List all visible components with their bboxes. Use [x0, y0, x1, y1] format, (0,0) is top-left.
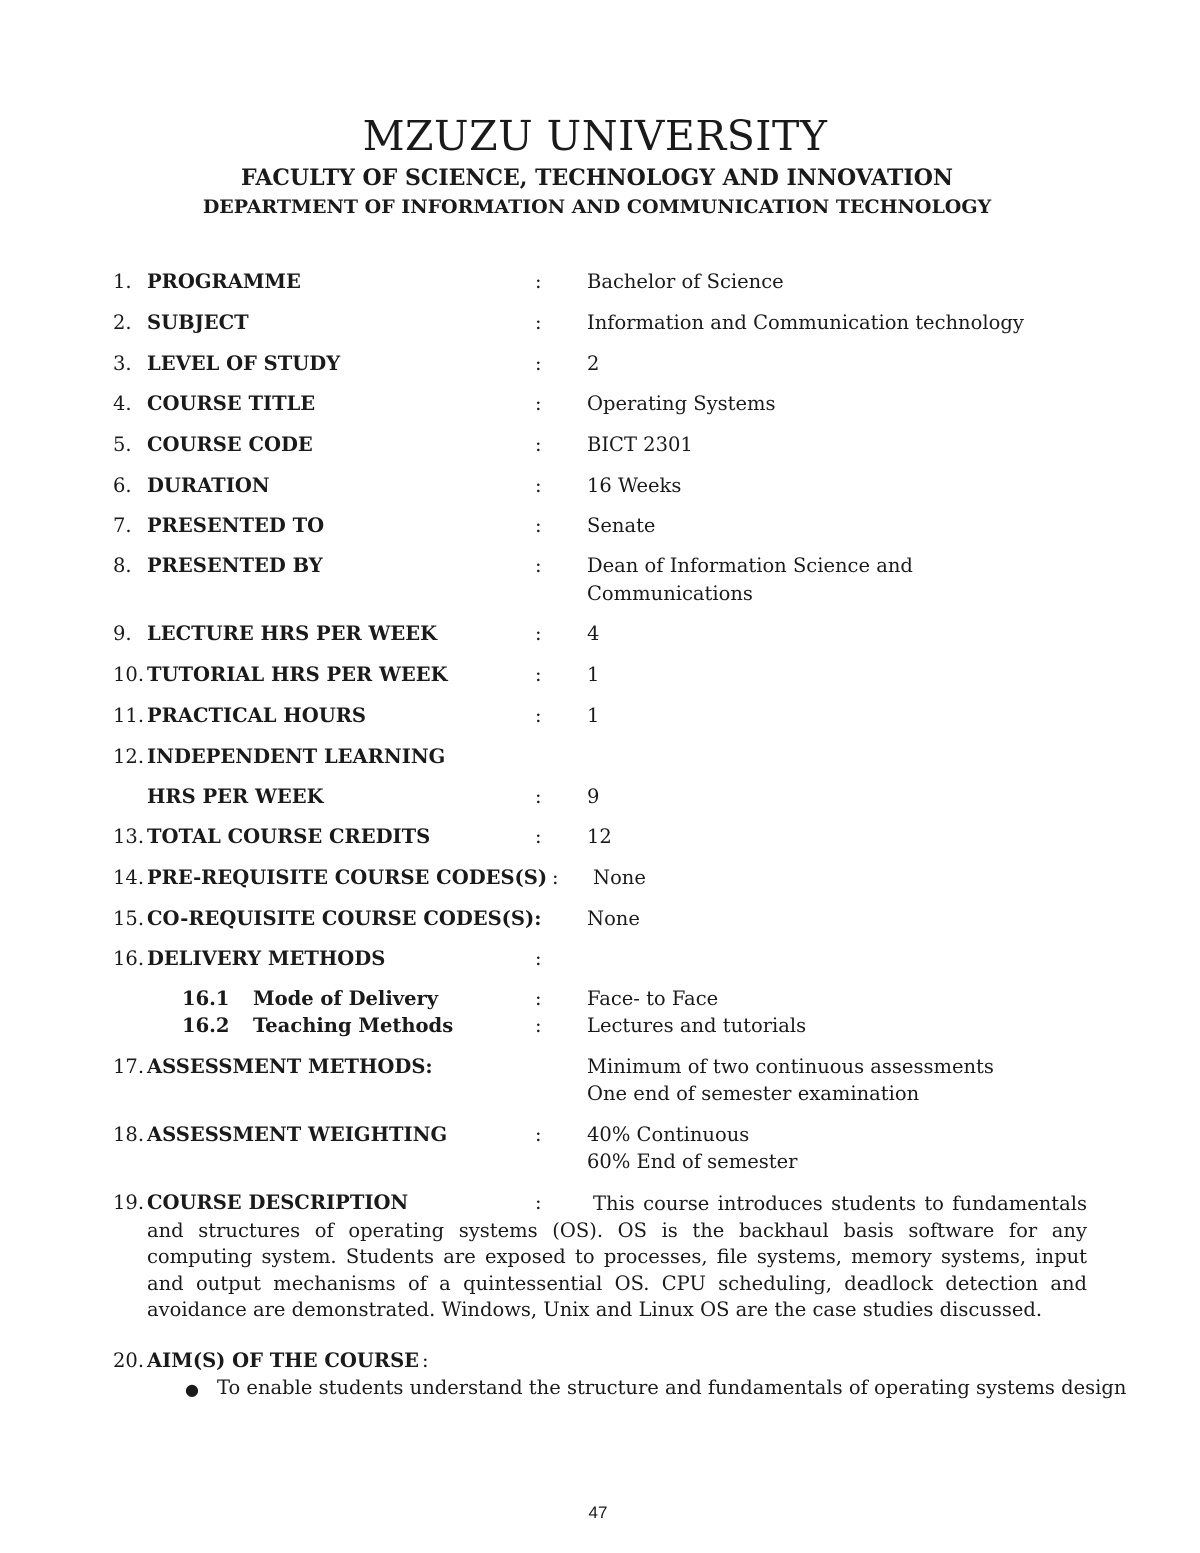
item-label: ASSESSMENT METHODS: [147, 1055, 433, 1078]
item-number: 15. [113, 907, 145, 930]
item-course-aims [0, 1349, 1200, 1379]
item-label: HRS PER WEEK [147, 785, 324, 808]
item-number: 19. [113, 1191, 145, 1214]
item-tutorial-hrs [0, 663, 1200, 693]
subitem-teaching-methods [0, 1014, 1200, 1044]
item-colon: : [422, 1349, 429, 1372]
item-colon: : [535, 704, 542, 727]
subitem-label: Mode of Delivery [253, 987, 439, 1010]
item-independent-learning-cont [0, 785, 1200, 815]
item-number: 7. [113, 514, 132, 537]
bullet-icon: ● [185, 1380, 199, 1399]
item-colon: : [535, 987, 542, 1010]
item-value: Operating Systems [587, 392, 776, 415]
item-colon: : [535, 1014, 542, 1037]
item-assessment-weighting-cont [0, 1150, 1200, 1180]
item-label: AIM(S) OF THE COURSE [147, 1349, 420, 1372]
item-label: COURSE DESCRIPTION [147, 1191, 409, 1214]
item-value: Senate [587, 514, 656, 537]
item-colon: : [535, 947, 542, 970]
item-label: PRESENTED TO [147, 514, 325, 537]
item-assessment-weighting [0, 1123, 1200, 1153]
item-value: Lectures and tutorials [587, 1014, 807, 1037]
aim-bullet-text: To enable students understand the structure and fundamentals of operating systems design [217, 1376, 1127, 1399]
item-colon: : [535, 392, 542, 415]
item-value: 2 [587, 352, 600, 375]
item-colon: : [535, 352, 542, 375]
item-assessment-methods [0, 1055, 1200, 1085]
item-value: None [593, 866, 646, 889]
item-number: 2. [113, 311, 132, 334]
item-label: TUTORIAL HRS PER WEEK [147, 663, 448, 686]
item-delivery-methods [0, 947, 1200, 977]
item-value: Dean of Information Science and [587, 554, 913, 577]
item-colon: : [535, 825, 542, 848]
item-number: 9. [113, 622, 132, 645]
item-label: TOTAL COURSE CREDITS [147, 825, 431, 848]
item-label: CO-REQUISITE COURSE CODES(S): [147, 907, 542, 930]
item-number: 6. [113, 474, 132, 497]
item-number: 17. [113, 1055, 145, 1078]
item-colon: : [535, 270, 542, 293]
item-number: 14. [113, 866, 145, 889]
subitem-number: 16.2 [182, 1014, 230, 1037]
subitem-mode-of-delivery [0, 987, 1200, 1017]
item-colon: : [535, 554, 542, 577]
item-value: Face- to Face [587, 987, 719, 1010]
item-value: One end of semester examination [587, 1082, 920, 1105]
subitem-number: 16.1 [182, 987, 230, 1010]
item-assessment-methods-cont [0, 1082, 1200, 1112]
item-value: 1 [587, 704, 600, 727]
item-value: 40% Continuous [587, 1123, 750, 1146]
item-value: None [587, 907, 640, 930]
item-colon: : [535, 663, 542, 686]
item-subject [0, 311, 1200, 341]
item-value: Minimum of two continuous assessments [587, 1055, 994, 1078]
item-label: DURATION [147, 474, 270, 497]
item-number: 10. [113, 663, 145, 686]
item-colon: : [535, 514, 542, 537]
item-colon: : [552, 866, 559, 889]
item-value: Communications [587, 582, 753, 605]
item-course-code [0, 433, 1200, 463]
item-presented-by [0, 554, 1200, 584]
item-corequisite [0, 907, 1200, 937]
item-colon: : [535, 1191, 542, 1214]
item-colon: : [535, 622, 542, 645]
item-presented-to [0, 514, 1200, 544]
item-number: 11. [113, 704, 145, 727]
item-label: PROGRAMME [147, 270, 301, 293]
item-value: 9 [587, 785, 600, 808]
item-colon: : [535, 1123, 542, 1146]
item-label: PRACTICAL HOURS [147, 704, 367, 727]
item-value: 12 [587, 825, 612, 848]
item-colon: : [535, 785, 542, 808]
item-value: BICT 2301 [587, 433, 693, 456]
item-colon: : [535, 433, 542, 456]
item-number: 4. [113, 392, 132, 415]
item-total-credits [0, 825, 1200, 855]
department-heading: DEPARTMENT OF INFORMATION AND COMMUNICATION TECHNOLOGY [202, 196, 992, 218]
item-number: 3. [113, 352, 132, 375]
item-value: 4 [587, 622, 600, 645]
item-number: 12. [113, 745, 145, 768]
item-number: 5. [113, 433, 132, 456]
item-label: LEVEL OF STUDY [147, 352, 341, 375]
faculty-heading: FACULTY OF SCIENCE, TECHNOLOGY AND INNOVATION [241, 165, 953, 191]
item-label: COURSE TITLE [147, 392, 316, 415]
item-label: DELIVERY METHODS [147, 947, 386, 970]
item-label: LECTURE HRS PER WEEK [147, 622, 438, 645]
item-colon: : [535, 474, 542, 497]
page-number: 47 [588, 1503, 608, 1522]
item-lecture-hrs [0, 622, 1200, 652]
item-label: INDEPENDENT LEARNING [147, 745, 446, 768]
item-duration [0, 474, 1200, 504]
item-value: 1 [587, 663, 600, 686]
subitem-label: Teaching Methods [253, 1014, 454, 1037]
item-presented-by-cont [0, 582, 1200, 612]
item-label: SUBJECT [147, 311, 249, 334]
item-value: Information and Communication technology [587, 311, 1024, 334]
item-number: 8. [113, 554, 132, 577]
item-number: 18. [113, 1123, 145, 1146]
item-prerequisite [0, 866, 1200, 896]
university-title: MZUZU UNIVERSITY [362, 112, 828, 160]
item-programme [0, 270, 1200, 300]
item-label: PRESENTED BY [147, 554, 323, 577]
item-value: 60% End of semester [587, 1150, 798, 1173]
item-label: COURSE CODE [147, 433, 313, 456]
item-number: 16. [113, 947, 145, 970]
item-practical-hours [0, 704, 1200, 734]
item-number: 1. [113, 270, 132, 293]
item-label: ASSESSMENT WEIGHTING [147, 1123, 448, 1146]
item-number: 13. [113, 825, 145, 848]
item-level-of-study [0, 352, 1200, 382]
course-description-text: This course introduces students to fundamentals and structures of operating systems (OS). OS is the backhaul basis software for any computing system. Students are exposed to processes, file systems, memory systems, input and output mechanisms of a quintessential OS. CPU scheduling, deadlock detection and avoidance are demonstrated. Windows, Unix and Linux OS are the case studies discussed. [147, 1192, 1087, 1322]
item-colon: : [535, 311, 542, 334]
item-value: Bachelor of Science [587, 270, 784, 293]
item-number: 20. [113, 1349, 145, 1372]
item-independent-learning [0, 745, 1200, 775]
item-label: PRE-REQUISITE COURSE CODES(S) [147, 866, 548, 889]
item-value: 16 Weeks [587, 474, 682, 497]
item-course-title [0, 392, 1200, 422]
